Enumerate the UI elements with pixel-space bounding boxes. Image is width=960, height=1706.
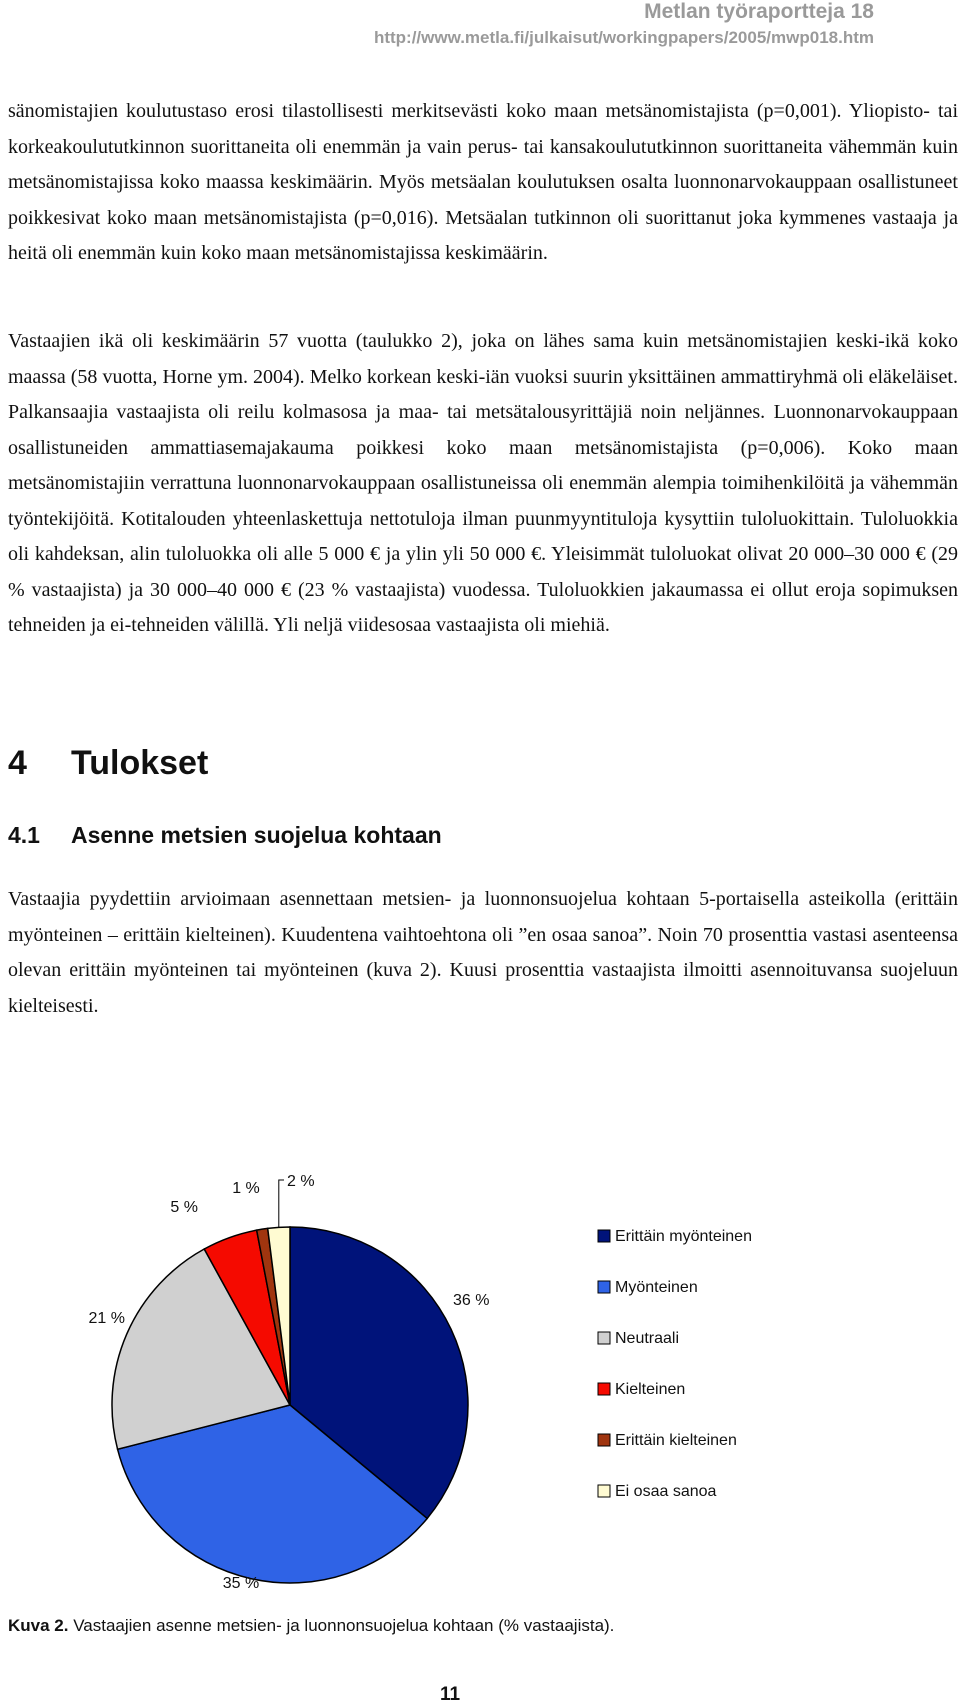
- page-number: 11: [439, 1684, 461, 1705]
- report-url[interactable]: http://www.metla.fi/julkaisut/workingpapers/2005/mwp018.htm: [373, 28, 874, 47]
- legend-swatch-kielteinen: [598, 1383, 610, 1395]
- pie-slices: [112, 1227, 468, 1583]
- paragraph-education: sänomistajien koulutustaso erosi tilastollisesti merkitsevästi koko maan metsänomistajista (p=0,001). Yliopisto- tai korkeakoulututkinnon suorittaneita oli enemmän ja vain perus- tai kansakoulututkinnon suorittaneita vähemmän kuin metsänomistajissa koko maassa keskimäärin. Myös metsäalan koulutuksen osalta luonnonarvokauppaan osallistuneet poikkesivat koko maan metsänomistajista (p=0,016). Metsäalan tutkinnon oli suorittanut joka kymmenes vastaaja ja heitä oli enemmän kuin koko maan metsänomistajissa keskimäärin.: [8, 100, 958, 264]
- legend-label-neutraali: Neutraali: [615, 1330, 680, 1347]
- section-title: Tulokset: [71, 744, 209, 782]
- legend-swatch-erittain-myonteinen: [598, 1230, 610, 1242]
- data-label-ei-osaa-sanoa: 2 %: [287, 1173, 315, 1190]
- legend-swatch-erittain-kielteinen: [598, 1434, 610, 1446]
- data-label-neutraali: 21 %: [88, 1310, 125, 1327]
- legend-swatch-myonteinen: [598, 1281, 610, 1293]
- legend-label-erittain-kielteinen: Erittäin kielteinen: [615, 1432, 737, 1449]
- legend-label-ei-osaa-sanoa: Ei osaa sanoa: [615, 1483, 717, 1500]
- legend-label-myonteinen: Myönteinen: [615, 1279, 698, 1296]
- legend-label-kielteinen: Kielteinen: [615, 1381, 686, 1398]
- data-label-myonteinen: 35 %: [222, 1575, 260, 1592]
- leader-line-ei-osaa-sanoa: [279, 1180, 284, 1227]
- data-label-erittain-myonteinen: 36 %: [453, 1292, 490, 1309]
- pie-leader-lines: [279, 1180, 284, 1227]
- figure-caption: [8, 1616, 614, 1636]
- data-label-kielteinen: 5 %: [170, 1199, 198, 1216]
- legend-swatch-neutraali: [598, 1332, 610, 1344]
- section-heading: [8, 744, 208, 783]
- legend-swatch-ei-osaa-sanoa: [598, 1485, 610, 1497]
- running-header: [374, 0, 874, 52]
- paragraph-age-income: Vastaajien ikä oli keskimäärin 57 vuotta (taulukko 2), joka on lähes sama kuin metsänomistajien keski-ikä koko maassa (58 vuotta, Horne ym. 2004). Melko korkean keski-iän vuoksi suurin yksittäinen ammattiryhmä oli eläkeläiset. Palkansaajia vastaajista oli reilu kolmasosa ja maa- tai metsätalousyrittäjiä noin neljännes. Luonnonarvokauppaan osallistuneiden ammattiasemajakauma poikkesi koko maan metsänomistajista (p=0,006). Koko maan metsänomistajiin verrattuna luonnonarvokauppaan osallistuneissa oli enemmän alempia toimihenkilöitä ja vähemmän työntekijöitä. Kotitalouden yhteenlaskettuja nettotuloja ilman puunmyyntituloja kysyttiin tuloluokittain. Tuloluokkia oli kahdeksan, alin tuloluokka oli alle 5 000 € ja ylin yli 50 000 €. Yleisimmät tuloluokat olivat 20 000–30 000 € (29 % vastaajista) ja 30 000–40 000 € (23 % vastaajista) vuodessa. Tuloluokkien jakaumassa ei ollut eroja sopimuksen tehneiden ja ei-tehneiden välillä. Yli neljä viidesosaa vastaajista oli miehiä.: [8, 330, 958, 636]
- caption-text: Vastaajien asenne metsien- ja luonnonsuojelua kohtaan (% vastaajista).: [73, 1616, 615, 1635]
- data-label-erittain-kielteinen: 1 %: [232, 1180, 260, 1197]
- subsection-title: Asenne metsien suojelua kohtaan: [71, 822, 442, 848]
- subsection-heading: [8, 822, 442, 849]
- attitude-pie-chart: [0, 1150, 960, 1610]
- subsection-number: 4.1: [8, 822, 40, 848]
- report-series: Metlan työraportteja 18: [644, 0, 874, 23]
- caption-label: Kuva 2.: [8, 1616, 69, 1635]
- paragraph-attitude: Vastaajia pyydettiin arvioimaan asennettaan metsien- ja luonnonsuojelua kohtaan 5-portaisella asteikolla (erittäin myönteinen – erittäin kielteinen). Kuudentena vaihtoehtona oli ”en osaa sanoa”. Noin 70 prosenttia vastasi asenteensa olevan erittäin myönteinen tai myönteinen (kuva 2). Kuusi prosenttia vastaajista ilmoitti asennoituvansa suojeluun kielteisesti.: [8, 888, 958, 1017]
- legend-label-erittain-myonteinen: Erittäin myönteinen: [615, 1228, 752, 1245]
- section-number: 4: [8, 744, 27, 782]
- chart-legend: [598, 1228, 752, 1500]
